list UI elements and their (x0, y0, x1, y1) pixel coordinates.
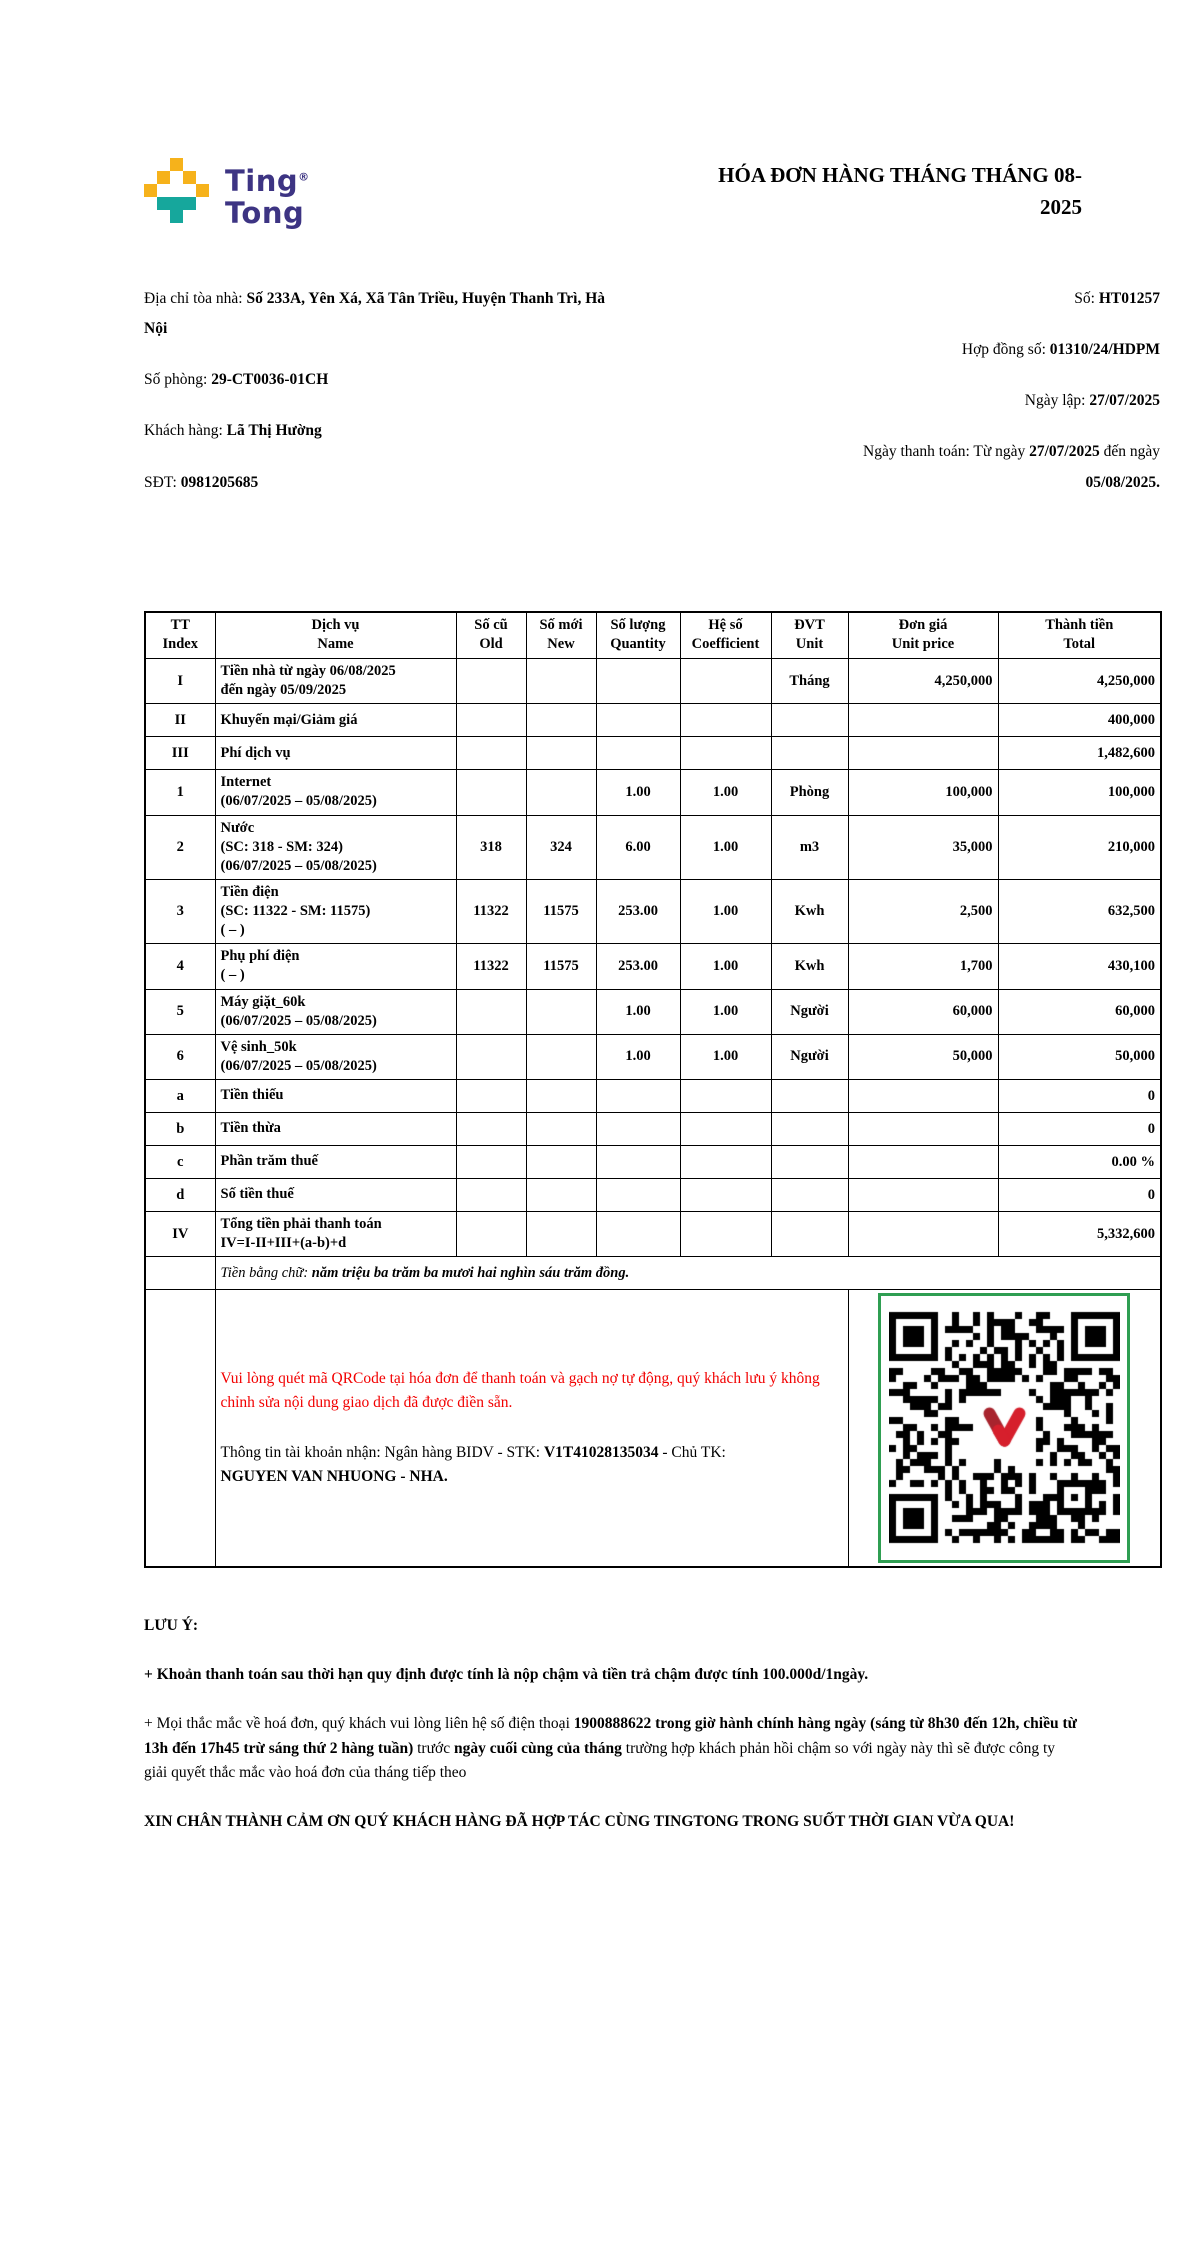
table-row (145, 1034, 1161, 1079)
coefficient: 1.00 (680, 989, 771, 1034)
qr-note: Vui lòng quét mã QRCode tại hóa đơn để thanh toán và gạch nợ tự động, quý khách lưu ý không chỉnh sửa nội dung giao dịch đã được điền sẵn. (220, 1370, 820, 1412)
notes-title: LƯU Ý: (144, 1617, 199, 1635)
row-index: d (145, 1179, 215, 1212)
invoice-title (718, 160, 1160, 223)
line-total: 50,000 (998, 1034, 1161, 1079)
unit-price: 1,700 (848, 944, 998, 989)
new-reading (526, 737, 596, 770)
empty-cell (145, 1290, 215, 1568)
old-reading (456, 1212, 526, 1257)
quantity (596, 1113, 680, 1146)
invoice-title-line2: 2025 (1040, 194, 1082, 219)
new-reading (526, 704, 596, 737)
unit: Người (771, 1034, 848, 1079)
row-index: 4 (145, 944, 215, 989)
service-name: Tiền thiếu (215, 1080, 456, 1113)
row-index: 5 (145, 989, 215, 1034)
unit: Kwh (771, 879, 848, 943)
unit-price: 50,000 (848, 1034, 998, 1079)
column-header: ĐVT Unit (771, 612, 848, 659)
line-total: 100,000 (998, 770, 1161, 815)
quantity (596, 737, 680, 770)
qr-frame (878, 1293, 1130, 1563)
invoice-info-left (144, 284, 606, 519)
new-reading: 11575 (526, 879, 596, 943)
issue-date: Ngày lập: 27/07/2025 (1024, 392, 1160, 410)
unit: Tháng (771, 659, 848, 704)
new-reading (526, 1212, 596, 1257)
table-row (145, 1080, 1161, 1113)
old-reading: 11322 (456, 944, 526, 989)
qr-code-cell (848, 1290, 1161, 1568)
quantity: 253.00 (596, 879, 680, 943)
column-header: Số lượng Quantity (596, 612, 680, 659)
quantity (596, 1212, 680, 1257)
new-reading: 324 (526, 815, 596, 879)
row-index: 1 (145, 770, 215, 815)
table-row (145, 1113, 1161, 1146)
unit: Kwh (771, 944, 848, 989)
unit-price (848, 1146, 998, 1179)
service-name: Phí dịch vụ (215, 737, 456, 770)
service-name: Phần trăm thuế (215, 1146, 456, 1179)
invoice-number: Số: HT01257 (1074, 289, 1160, 307)
service-name: Máy giặt_60k (06/07/2025 – 05/08/2025) (215, 989, 456, 1034)
service-name: Nước (SC: 318 - SM: 324) (06/07/2025 – 05/08/2025) (215, 815, 456, 879)
coefficient (680, 1146, 771, 1179)
row-index: I (145, 659, 215, 704)
old-reading (456, 1146, 526, 1179)
coefficient: 1.00 (680, 944, 771, 989)
line-total: 430,100 (998, 944, 1161, 989)
quantity (596, 704, 680, 737)
new-reading (526, 1179, 596, 1212)
coefficient (680, 704, 771, 737)
unit-price: 35,000 (848, 815, 998, 879)
new-reading (526, 1080, 596, 1113)
line-total: 5,332,600 (998, 1212, 1161, 1257)
column-header: Số mới New (526, 612, 596, 659)
invoice-title-line1: HÓA ĐƠN HÀNG THÁNG THÁNG 08- (718, 163, 1082, 187)
coefficient (680, 659, 771, 704)
qr-row (145, 1290, 1161, 1568)
line-total: 1,482,600 (998, 737, 1161, 770)
coefficient (680, 1080, 771, 1113)
table-row (145, 737, 1161, 770)
coefficient: 1.00 (680, 879, 771, 943)
payment-period: Ngày thanh toán: Từ ngày 27/07/2025 đến ngày 05/08/2025. (863, 443, 1160, 491)
unit (771, 1146, 848, 1179)
quantity (596, 1146, 680, 1179)
old-reading (456, 1179, 526, 1212)
logo-text-line1: Ting (225, 164, 299, 198)
coefficient: 1.00 (680, 815, 771, 879)
column-header: Dịch vụ Name (215, 612, 456, 659)
unit: m3 (771, 815, 848, 879)
unit-price (848, 737, 998, 770)
old-reading (456, 1034, 526, 1079)
old-reading (456, 1080, 526, 1113)
new-reading (526, 989, 596, 1034)
building-address: Địa chỉ tòa nhà: Số 233A, Yên Xá, Xã Tân Triều, Huyện Thanh Trì, Hà Nội (144, 289, 606, 337)
payment-instructions (215, 1290, 848, 1568)
coefficient (680, 737, 771, 770)
unit-price (848, 1080, 998, 1113)
quantity: 1.00 (596, 989, 680, 1034)
unit-price (848, 704, 998, 737)
quantity (596, 1080, 680, 1113)
quantity (596, 1179, 680, 1212)
row-index: 2 (145, 815, 215, 879)
unit (771, 1212, 848, 1257)
old-reading (456, 659, 526, 704)
table-row (145, 815, 1161, 879)
table-row (145, 989, 1161, 1034)
registered-mark: ® (298, 170, 310, 184)
column-header: Đơn giá Unit price (848, 612, 998, 659)
service-name: Tiền điện (SC: 11322 - SM: 11575) ( – ) (215, 879, 456, 943)
quantity: 6.00 (596, 815, 680, 879)
table-row (145, 944, 1161, 989)
coefficient: 1.00 (680, 770, 771, 815)
line-total: 60,000 (998, 989, 1161, 1034)
table-row (145, 1179, 1161, 1212)
unit: Phòng (771, 770, 848, 815)
table-row (145, 1146, 1161, 1179)
line-total: 210,000 (998, 815, 1161, 879)
tingtong-logo-icon (144, 158, 209, 223)
row-index: a (145, 1080, 215, 1113)
unit-price (848, 1113, 998, 1146)
row-index: 6 (145, 1034, 215, 1079)
service-name: Khuyến mại/Giảm giá (215, 704, 456, 737)
old-reading (456, 737, 526, 770)
row-index: 3 (145, 879, 215, 943)
table-row (145, 879, 1161, 943)
service-name: Phụ phí điện ( – ) (215, 944, 456, 989)
unit (771, 704, 848, 737)
new-reading: 11575 (526, 944, 596, 989)
quantity: 1.00 (596, 770, 680, 815)
brand-logo (144, 158, 310, 230)
unit-price (848, 1212, 998, 1257)
coefficient (680, 1212, 771, 1257)
unit (771, 1179, 848, 1212)
thanks-note: XIN CHÂN THÀNH CẢM ƠN QUÝ KHÁCH HÀNG ĐÃ HỢP TÁC CÙNG TINGTONG TRONG SUỐT THỜI GIAN VỪA QUA! (144, 1813, 1015, 1831)
invoice-table (144, 611, 1162, 1568)
table-row (145, 704, 1161, 737)
service-name: Internet (06/07/2025 – 05/08/2025) (215, 770, 456, 815)
table-row (145, 770, 1161, 815)
unit-price (848, 1179, 998, 1212)
coefficient: 1.00 (680, 1034, 771, 1079)
header (144, 158, 1160, 230)
unit (771, 1080, 848, 1113)
line-total: 632,500 (998, 879, 1161, 943)
contract-number: Hợp đồng số: 01310/24/HDPM (961, 341, 1160, 358)
late-payment-note: + Khoản thanh toán sau thời hạn quy định được tính là nộp chậm và tiền trả chậm được tính 100.000d/1ngày. (144, 1666, 869, 1684)
service-name: Tiền thừa (215, 1113, 456, 1146)
empty-cell (145, 1257, 215, 1290)
row-index: III (145, 737, 215, 770)
line-total: 400,000 (998, 704, 1161, 737)
row-index: c (145, 1146, 215, 1179)
new-reading (526, 659, 596, 704)
service-name: Tiền nhà từ ngày 06/08/2025 đến ngày 05/09/2025 (215, 659, 456, 704)
new-reading (526, 1113, 596, 1146)
coefficient (680, 1179, 771, 1212)
old-reading (456, 704, 526, 737)
unit: Người (771, 989, 848, 1034)
phone-number: SĐT: 0981205685 (144, 473, 259, 491)
unit-price: 60,000 (848, 989, 998, 1034)
service-name: Số tiền thuế (215, 1179, 456, 1212)
old-reading: 318 (456, 815, 526, 879)
row-index: b (145, 1113, 215, 1146)
footer-notes (144, 1614, 1160, 1835)
column-header: Hệ số Coefficient (680, 612, 771, 659)
old-reading (456, 989, 526, 1034)
old-reading: 11322 (456, 879, 526, 943)
amount-in-words-row (145, 1257, 1161, 1290)
quantity (596, 659, 680, 704)
table-row (145, 659, 1161, 704)
logo-text-line2: Tong (225, 195, 305, 230)
new-reading (526, 1034, 596, 1079)
coefficient (680, 1113, 771, 1146)
old-reading (456, 1113, 526, 1146)
row-index: IV (145, 1212, 215, 1257)
bank-account-info: Thông tin tài khoản nhận: Ngân hàng BIDV - STK: V1T41028135034 - Chủ TK: NGUYEN VAN NHUONG - NHA. (220, 1444, 726, 1486)
room-number: Số phòng: 29-CT0036-01CH (144, 371, 329, 389)
service-name: Vệ sinh_50k (06/07/2025 – 05/08/2025) (215, 1034, 456, 1079)
table-row (145, 1212, 1161, 1257)
line-total: 4,250,000 (998, 659, 1161, 704)
line-total: 0.00 % (998, 1146, 1161, 1179)
table-header-row (145, 612, 1161, 659)
new-reading (526, 1146, 596, 1179)
unit (771, 737, 848, 770)
column-header: TT Index (145, 612, 215, 659)
quantity: 253.00 (596, 944, 680, 989)
logo-wordmark (225, 166, 310, 230)
unit-price: 2,500 (848, 879, 998, 943)
old-reading (456, 770, 526, 815)
new-reading (526, 770, 596, 815)
row-index: II (145, 704, 215, 737)
amount-in-words: Tiền bằng chữ: năm triệu ba trăm ba mươi hai nghìn sáu trăm đồng. (215, 1257, 1161, 1290)
qr-code (889, 1304, 1120, 1552)
contact-note: + Mọi thắc mắc về hoá đơn, quý khách vui lòng liên hệ số điện thoại 1900888622 trong giờ hành chính hàng ngày (sáng từ 8h30 đến 12h, chiều từ 13h đến 17h45 trừ sáng thứ 2 hàng tuần) trước ngày cuối cùng của tháng trường hợp khách phản hồi chậm so với ngày này thì sẽ được công ty giải quyết thắc mắc vào hoá đơn của tháng tiếp theo (144, 1714, 1077, 1782)
line-total: 0 (998, 1113, 1161, 1146)
service-name: Tổng tiền phải thanh toán IV=I-II+III+(a-b)+d (215, 1212, 456, 1257)
quantity: 1.00 (596, 1034, 680, 1079)
line-total: 0 (998, 1179, 1161, 1212)
unit (771, 1113, 848, 1146)
unit-price: 4,250,000 (848, 659, 998, 704)
customer-name: Khách hàng: Lã Thị Hường (144, 422, 322, 440)
column-header: Số cũ Old (456, 612, 526, 659)
column-header: Thành tiền Total (998, 612, 1161, 659)
line-total: 0 (998, 1080, 1161, 1113)
invoice-info-right (808, 284, 1160, 519)
invoice-info (144, 284, 1160, 519)
invoice-table-body (145, 659, 1161, 1568)
unit-price: 100,000 (848, 770, 998, 815)
